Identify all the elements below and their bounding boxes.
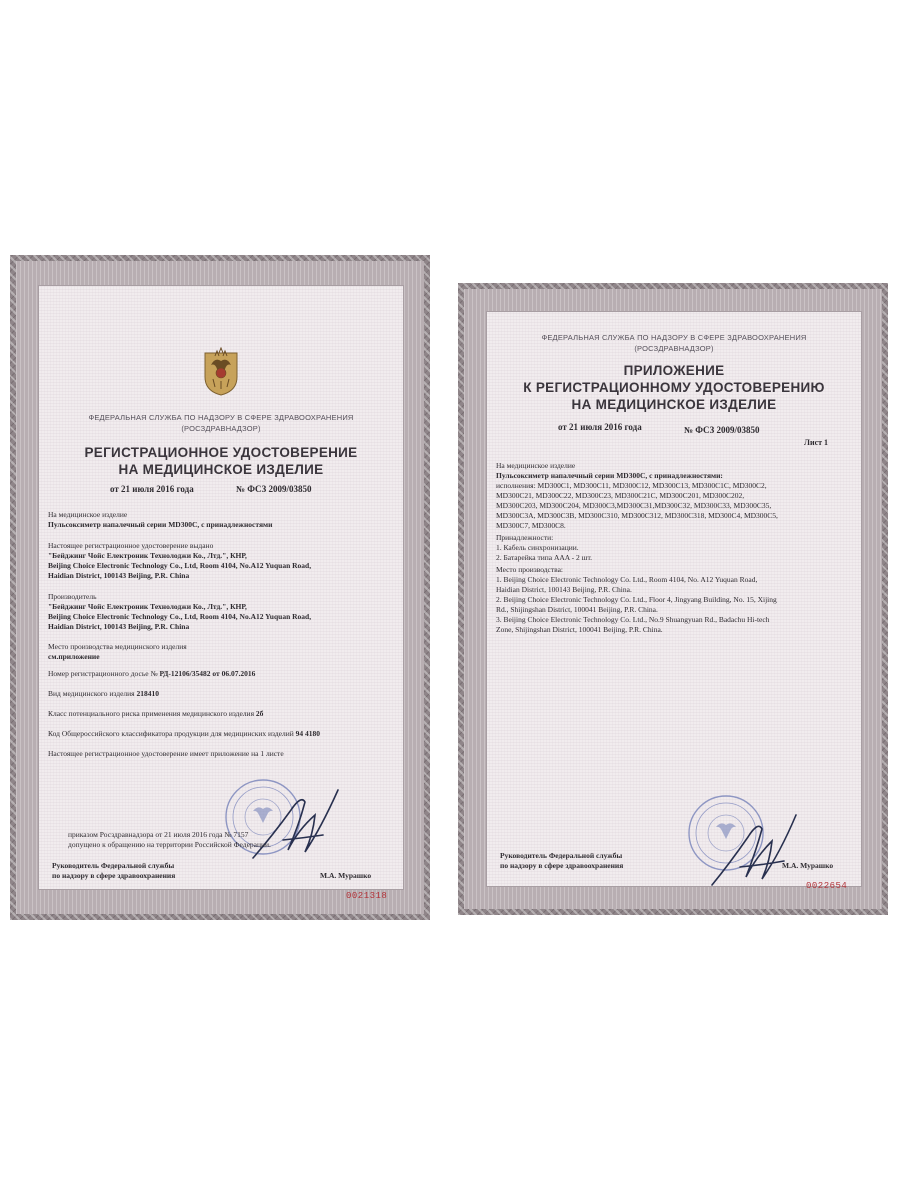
issued-line: "Бейджинг Чойс Електроник Технолоджи Ко., Лтд.", КНР,	[48, 551, 247, 560]
dossier-value: РД-12106/35482 от 06.07.2016	[159, 669, 256, 678]
appendix-date: от 21 июля 2016 года	[558, 422, 642, 432]
head-line-2: по надзору в сфере здравоохранения	[52, 871, 176, 880]
risk-label: Класс потенциального риска применения медицинского изделия	[48, 709, 255, 718]
serial-number: 0021318	[346, 891, 388, 901]
title-line-3: НА МЕДИЦИНСКОЕ ИЗДЕЛИЕ	[571, 397, 777, 412]
dossier-row	[48, 669, 255, 679]
production-label: Место производства:	[496, 565, 564, 574]
production-line: 3. Beijing Choice Electronic Technology Co. Ltd., No.9 Shuangyuan Rd., Badachu Hi-tech	[496, 615, 770, 624]
models-line: исполнения: MD300C1, MD300C11, MD300C12, MD300C13, MD300C1C, MD300C2,	[496, 481, 767, 490]
serial-number: 0022654	[806, 881, 848, 891]
title-line-2: К РЕГИСТРАЦИОННОМУ УДОСТОВЕРЕНИЮ	[523, 380, 825, 395]
production-line: Haidian District, 100143 Beijing, P.R. China.	[496, 585, 632, 594]
models-line: MD300C203, MD300C204, MD300C3,MD300C31,MD300C32, MD300C33, MD300C35,	[496, 501, 772, 510]
appendix-number: № ФСЗ 2009/03850	[684, 425, 760, 435]
issued-line: Beijing Choice Electronic Technology Co., Ltd, Room 4104, No.A12 Yuquan Road,	[48, 561, 312, 570]
head-line-1: Руководитель Федеральной службы	[500, 851, 623, 860]
certificate-appendix	[458, 283, 888, 915]
device-label: На медицинское изделие	[496, 461, 576, 470]
issued-label: Настоящее регистрационное удостоверение выдано	[48, 541, 214, 550]
agency-abbr: (РОСЗДРАВНАДЗОР)	[634, 344, 714, 353]
appendix-paper	[486, 311, 862, 891]
risk-value: 2б	[255, 709, 264, 718]
manufacturer-line: Beijing Choice Electronic Technology Co., Ltd, Room 4104, No.A12 Yuquan Road,	[48, 612, 312, 621]
agency-abbr: (РОСЗДРАВНАДЗОР)	[181, 424, 261, 433]
head-line-1: Руководитель Федеральной службы	[52, 861, 175, 870]
accessory-item: 1. Кабель синхронизации.	[496, 543, 579, 552]
device-value: Пульсоксиметр напалечный серии MD300C, с принадлежностями	[48, 520, 273, 529]
risk-row	[48, 709, 263, 719]
order-line-1: приказом Росздравнадзора от 21 июля 2016 года № 7157	[68, 830, 249, 839]
handwritten-signature	[243, 780, 363, 870]
device-label: На медицинское изделие	[48, 510, 128, 519]
certificate-number: № ФСЗ 2009/03850	[236, 484, 312, 494]
production-line: Zone, Shijingshan District, 100041 Beijing, P.R. China.	[496, 625, 663, 634]
title-line-2: НА МЕДИЦИНСКОЕ ИЗДЕЛИЕ	[118, 462, 324, 477]
accessories-label: Принадлежности:	[496, 533, 554, 542]
registration-certificate	[10, 255, 430, 920]
certificate-paper	[38, 285, 404, 901]
models-line: MD300C7, MD300C8.	[496, 521, 566, 530]
coat-of-arms-emblem	[201, 347, 241, 397]
manufacturer-line: "Бейджинг Чойс Електроник Технолоджи Ко., Лтд.", КНР,	[48, 602, 247, 611]
kind-row	[48, 689, 159, 699]
head-line-2: по надзору в сфере здравоохранения	[500, 861, 624, 870]
production-line: Rd., Shijingshan District, 100041 Beijing, P.R. China.	[496, 605, 658, 614]
okp-label: Код Общероссийского классификатора продукции для медицинских изделий	[48, 729, 294, 738]
models-line: MD300C21, MD300C22, MD300C23, MD300C21C, MD300C201, MD300C202,	[496, 491, 745, 500]
issued-line: Haidian District, 100143 Beijing, P.R. China	[48, 571, 190, 580]
kind-label: Вид медицинского изделия	[48, 689, 135, 698]
manufacturer-label: Производитель	[48, 592, 97, 601]
handwritten-signature	[704, 803, 824, 893]
dossier-label: Номер регистрационного досье №	[48, 669, 158, 678]
kind-value: 218410	[136, 689, 159, 698]
device-value: Пульсоксиметр напалечный серии MD300C, с принадлежностями:	[496, 471, 723, 480]
production-line: 1. Beijing Choice Electronic Technology Co. Ltd., Room 4104, No. A12 Yuquan Road,	[496, 575, 758, 584]
models-line: MD300C3A, MD300C3B, MD300C310, MD300C312, MD300C318, MD300C4, MD300C5,	[496, 511, 778, 520]
okp-row	[48, 729, 320, 739]
accessory-item: 2. Батарейка типа AAA - 2 шт.	[496, 553, 593, 562]
agency-name: ФЕДЕРАЛЬНАЯ СЛУЖБА ПО НАДЗОРУ В СФЕРЕ ЗДРАВООХРАНЕНИЯ	[541, 333, 807, 342]
title-line-1: РЕГИСТРАЦИОННОЕ УДОСТОВЕРЕНИЕ	[84, 445, 358, 460]
order-line-2: допущено к обращению на территории Российской Федерации.	[68, 840, 271, 849]
appendix-note: Настоящее регистрационное удостоверение имеет приложение на 1 листе	[48, 749, 284, 758]
title-line-1: ПРИЛОЖЕНИЕ	[623, 363, 725, 378]
manufacturer-line: Haidian District, 100143 Beijing, P.R. China	[48, 622, 190, 631]
signer-name: М.А. Мурашко	[782, 861, 834, 870]
certificate-date: от 21 июля 2016 года	[110, 484, 194, 494]
okp-value: 94 4180	[295, 729, 320, 738]
production-place-value: см.приложение	[48, 652, 100, 661]
agency-name: ФЕДЕРАЛЬНАЯ СЛУЖБА ПО НАДЗОРУ В СФЕРЕ ЗДРАВООХРАНЕНИЯ	[88, 413, 354, 422]
production-line: 2. Beijing Choice Electronic Technology Co. Ltd., Floor 4, Jingyang Building, No. 15, Xijing	[496, 595, 777, 604]
sheet-number: Лист 1	[804, 438, 829, 447]
signer-name: М.А. Мурашко	[320, 871, 372, 880]
production-place-label: Место производства медицинского изделия	[48, 642, 187, 651]
